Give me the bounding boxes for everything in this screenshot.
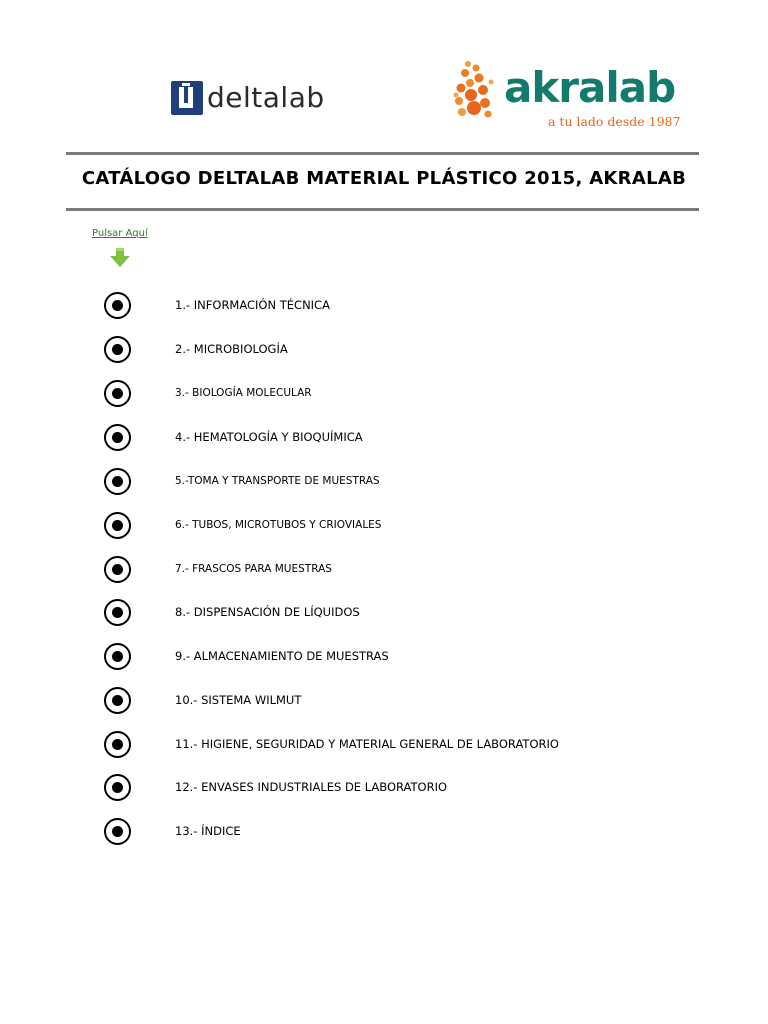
list-item-label: 1.- INFORMACIÓN TÉCNICA (175, 298, 330, 312)
list-item-frascos[interactable] (104, 553, 664, 585)
list-item-label: 13.- ÍNDICE (175, 824, 241, 838)
radio-bullet-icon[interactable] (104, 380, 131, 407)
radio-bullet-icon[interactable] (104, 687, 131, 714)
radio-bullet-icon[interactable] (104, 818, 131, 845)
radio-bullet-icon[interactable] (104, 556, 131, 583)
radio-bullet-icon[interactable] (104, 512, 131, 539)
list-item-envases-industriales[interactable] (104, 771, 664, 803)
deltalab-logo-text: deltalab (207, 81, 325, 114)
akralab-logo-text: akralab (504, 63, 676, 112)
list-item-label: 2.- MICROBIOLOGÍA (175, 342, 288, 356)
list-item-label: 4.- HEMATOLOGÍA Y BIOQUÍMICA (175, 430, 363, 444)
list-item-label: 10.- SISTEMA WILMUT (175, 693, 302, 707)
list-item-indice[interactable] (104, 815, 664, 847)
list-item-informacion-tecnica[interactable] (104, 289, 664, 321)
list-item-microbiologia[interactable] (104, 333, 664, 365)
akralab-tagline: a tu lado desde 1987 (548, 114, 681, 129)
list-item-dispensacion[interactable] (104, 596, 664, 628)
list-item-label: 6.- TUBOS, MICROTUBOS Y CRIOVIALES (175, 519, 382, 531)
radio-bullet-icon[interactable] (104, 731, 131, 758)
list-item-label: 3.- BIOLOGÍA MOLECULAR (175, 387, 312, 399)
radio-bullet-icon[interactable] (104, 336, 131, 363)
list-item-label: 9.- ALMACENAMIENTO DE MUESTRAS (175, 649, 389, 663)
radio-bullet-icon[interactable] (104, 643, 131, 670)
list-item-label: 8.- DISPENSACIÓN DE LÍQUIDOS (175, 605, 360, 619)
radio-bullet-icon[interactable] (104, 292, 131, 319)
list-item-toma-transporte[interactable] (104, 465, 664, 497)
radio-bullet-icon[interactable] (104, 774, 131, 801)
page-title: CATÁLOGO DELTALAB MATERIAL PLÁSTICO 2015, AKRALAB (81, 168, 687, 189)
radio-bullet-icon[interactable] (104, 424, 131, 451)
list-item-almacenamiento[interactable] (104, 640, 664, 672)
list-item-sistema-wilmut[interactable] (104, 684, 664, 716)
list-item-label: 12.- ENVASES INDUSTRIALES DE LABORATORIO (175, 780, 448, 794)
list-item-label: 5.-TOMA Y TRANSPORTE DE MUESTRAS (175, 475, 380, 487)
radio-bullet-icon[interactable] (104, 468, 131, 495)
list-item-label: 7.- FRASCOS PARA MUESTRAS (175, 563, 332, 575)
list-item-tubos[interactable] (104, 509, 664, 541)
list-item-label: 11.- HIGIENE, SEGURIDAD Y MATERIAL GENERAL DE LABORATORIO (175, 737, 559, 751)
list-item-higiene-seguridad[interactable] (104, 728, 664, 760)
click-here-link[interactable]: Pulsar Aquí (92, 228, 148, 239)
radio-bullet-icon[interactable] (104, 599, 131, 626)
list-item-biologia-molecular[interactable] (104, 377, 664, 409)
list-item-hematologia[interactable] (104, 421, 664, 453)
